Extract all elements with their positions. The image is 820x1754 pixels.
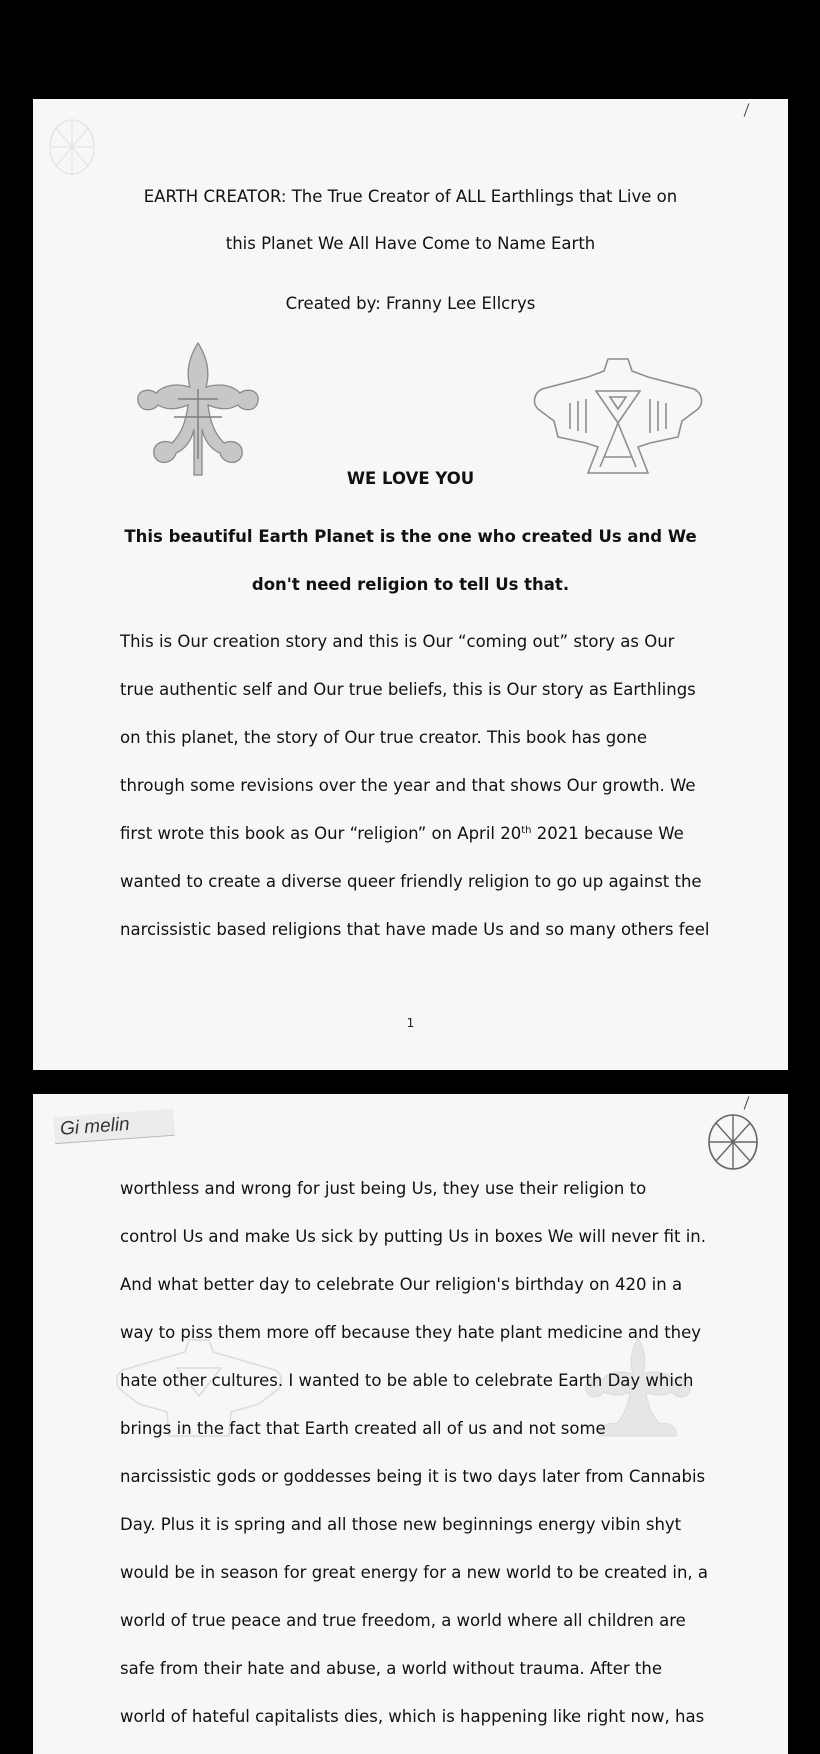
body-line-text: first wrote this book as Our “religion” on April 20 bbox=[120, 824, 522, 843]
body-line: would be in season for great energy for a new world to be created in, a bbox=[120, 1563, 709, 1582]
wheel-symbol-icon bbox=[705, 1110, 761, 1172]
body-line bbox=[120, 824, 684, 843]
body-line: world of true peace and true freedom, a world where all children are bbox=[120, 1611, 686, 1630]
pen-mark bbox=[744, 1096, 750, 1109]
body-line: wanted to create a diverse queer friendly religion to go up against the bbox=[120, 872, 702, 891]
body-line: true authentic self and Our true beliefs, this is Our story as Earthlings bbox=[120, 680, 696, 699]
bold-statement-line-1: This beautiful Earth Planet is the one who created Us and We bbox=[124, 527, 697, 546]
body-line: hate other cultures. I wanted to be able to celebrate Earth Day which bbox=[120, 1371, 694, 1390]
body-line: This is Our creation story and this is Our “coming out” story as Our bbox=[120, 632, 675, 651]
body-line: safe from their hate and abuse, a world without trauma. After the bbox=[120, 1659, 662, 1678]
title-line-2: this Planet We All Have Come to Name Earth bbox=[225, 234, 596, 253]
heading-we-love-you: WE LOVE YOU bbox=[346, 469, 475, 488]
body-line: through some revisions over the year and that shows Our growth. We bbox=[120, 776, 696, 795]
byline: Created by: Franny Lee Ellcrys bbox=[285, 294, 536, 313]
page-number: 1 bbox=[406, 1016, 415, 1030]
body-line: world of hateful capitalists dies, which is happening like right now, has bbox=[120, 1707, 705, 1726]
pen-mark bbox=[744, 103, 750, 116]
body-line: brings in the fact that Earth created all of us and not some bbox=[120, 1419, 606, 1438]
document-page-2 bbox=[33, 1094, 788, 1754]
body-line: way to piss them more off because they hate plant medicine and they bbox=[120, 1323, 702, 1342]
body-line: Day. Plus it is spring and all those new beginnings energy vibin shyt bbox=[120, 1515, 682, 1534]
body-line: worthless and wrong for just being Us, they use their religion to bbox=[120, 1179, 647, 1198]
title-line-1: EARTH CREATOR: The True Creator of ALL Earthlings that Live on bbox=[143, 187, 678, 206]
body-line: And what better day to celebrate Our religion's birthday on 420 in a bbox=[120, 1275, 683, 1294]
thunderbird-emblem-icon bbox=[530, 351, 706, 481]
body-line-text: 2021 because We bbox=[531, 824, 684, 843]
faint-wheel-icon bbox=[47, 117, 97, 177]
document-page-1 bbox=[33, 99, 788, 1070]
handwritten-sticky-note: Gi melin bbox=[53, 1109, 175, 1144]
body-line: on this planet, the story of Our true creator. This book has gone bbox=[120, 728, 647, 747]
ordinal-suffix: th bbox=[521, 825, 532, 836]
tribal-cross-emblem-icon bbox=[128, 339, 268, 479]
body-line: narcissistic based religions that have made Us and so many others feel bbox=[120, 920, 710, 939]
bold-statement-line-2: don't need religion to tell Us that. bbox=[251, 575, 570, 594]
body-line: control Us and make Us sick by putting Us in boxes We will never fit in. bbox=[120, 1227, 706, 1246]
body-line: narcissistic gods or goddesses being it is two days later from Cannabis bbox=[120, 1467, 706, 1486]
